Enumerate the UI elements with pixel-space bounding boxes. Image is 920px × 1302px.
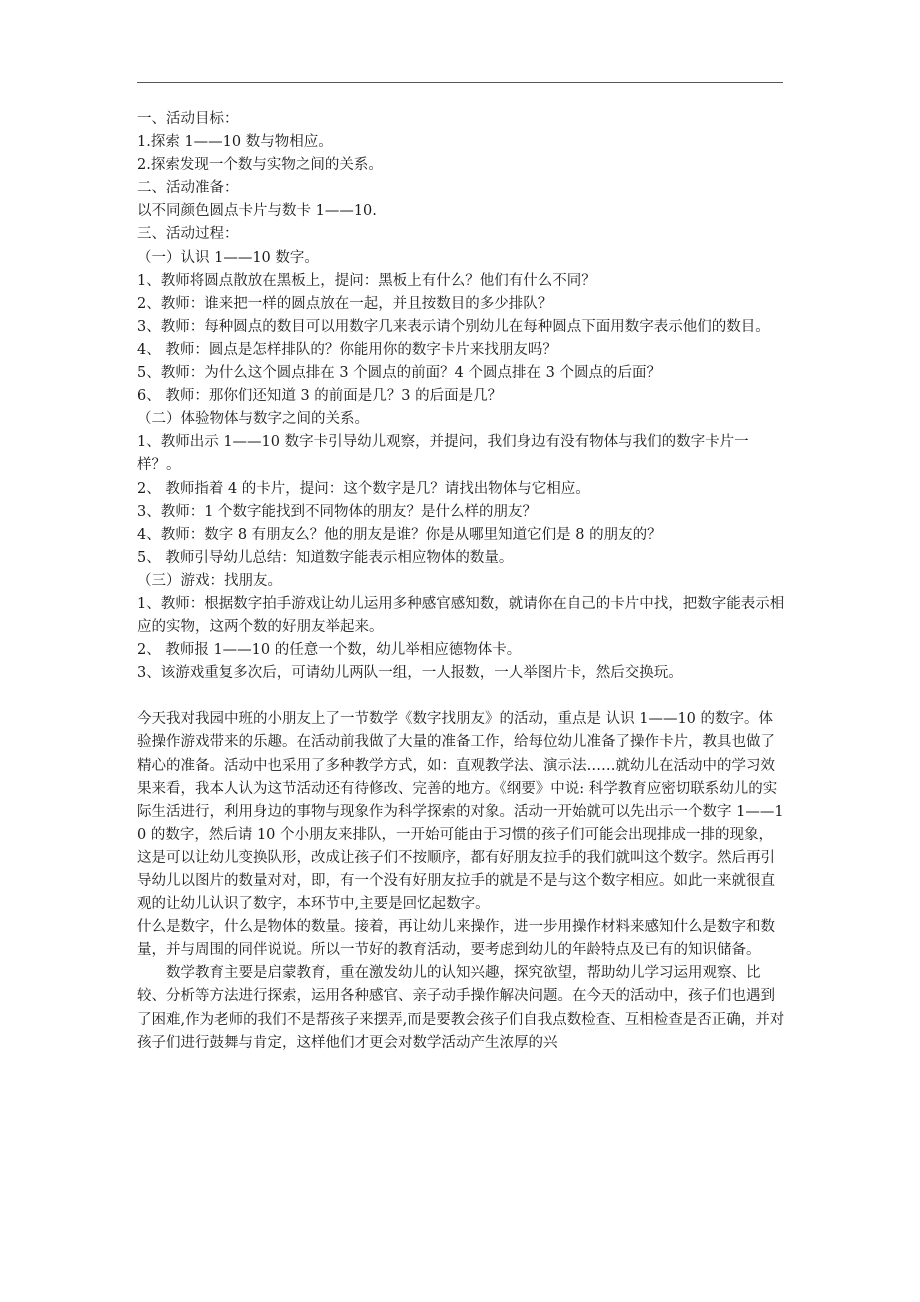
subsection-title: （一）认识 1——10 数字。 <box>137 249 319 266</box>
step-item: 1、教师将圆点散放在黑板上，提问：黑板上有什么？他们有什么不同？ <box>137 272 596 289</box>
step-item: 1、教师出示 1——10 数字卡引导幼儿观察，并提问，我们身边有没有物体与我们的数字卡片一样？。 <box>137 434 749 474</box>
step-item: 4、教师：数字 8 有朋友么？他的朋友是谁？你是从哪里知道它们是 8 的朋友的？ <box>137 526 662 543</box>
document-body <box>137 108 787 1055</box>
prep-text: 以不同颜色圆点卡片与数卡 1——10. <box>137 203 377 220</box>
step-item: 6、 教师：那你们还知道 3 的前面是几？3 的后面是几？ <box>137 388 503 405</box>
step-item: 3、教师：1 个数字能找到不同物体的朋友？是什么样的朋友？ <box>137 503 538 520</box>
subsection-title: （二）体验物体与数字之间的关系。 <box>137 411 369 428</box>
step-item: 2、 教师报 1——10 的任意一个数，幼儿举相应德物体卡。 <box>137 642 522 659</box>
step-item: 5、教师：为什么这个圆点排在 3 个圆点的前面？4 个圆点排在 3 个圆点的后面？ <box>137 365 661 382</box>
step-item: 4、 教师：圆点是怎样排队的？你能用你的数字卡片来找朋友吗？ <box>137 341 557 358</box>
reflection-paragraph: 什么是数字，什么是物体的数量。接着，再让幼儿来操作，进一步用操作材料来感知什么是数字和数量，并与周围的同伴说说。所以一节好的教育活动，要考虑到幼儿的年龄特点及已有的知识储备。 <box>137 919 775 959</box>
section-heading-prep: 二、活动准备： <box>137 180 239 197</box>
subsection-title: （三）游戏：找朋友。 <box>137 572 282 589</box>
paragraph-gap <box>137 685 787 708</box>
step-item: 2、教师：谁来把一样的圆点放在一起，并且按数目的多少排队？ <box>137 295 553 312</box>
step-item: 3、该游戏重复多次后，可请幼儿两队一组，一人报数，一人举图片卡，然后交换玩。 <box>137 665 683 682</box>
goal-item: 2.探索发现一个数与实物之间的关系。 <box>137 157 383 174</box>
step-item: 1、教师：根据数字拍手游戏让幼儿运用多种感官感知数，就请你在自己的卡片中找，把数字能表示相应的实物，这两个数的好朋友举起来。 <box>137 595 785 636</box>
section-heading-goals: 一、活动目标： <box>137 111 239 127</box>
reflection-paragraph: 今天我对我园中班的小朋友上了一节数学《数字找朋友》的活动，重点是 认识 1——10 的数字。体验操作游戏带来的乐趣。在活动前我做了大量的准备工作，给每位幼儿准备了操作卡片，教具也做了精心的准备。活动中也采用了多种教学方式，如：直观教学法、演示法……就幼儿在活动中的学习效果来看，我本人认为这节活动还有待修改、完善的地方。《纲要》中说: 科学教育应密切联系幼儿的实际生活进行，利用身边的事物与现象作为科学探索的对象。活动一开始就可以先出示一个数字 1——10 的数字，然后请 10 个小朋友来排队，一开始可能由于习惯的孩子们可能会出现排成一排的现象，这是可以让幼儿变换队形，改成让孩子们不按顺序，都有好朋友拉手的我们就叫这个数字。然后再引导幼儿以图片的数量对对，即，有一个没有好朋友拉手的就是不是与这个数字相应。如此一来就很直观的让幼儿认识了数字，本环节中,主要是回忆起数字。 <box>137 711 784 913</box>
section-heading-process: 三、活动过程： <box>137 226 239 243</box>
reflection-paragraph: 数学教育主要是启蒙教育，重在激发幼儿的认知兴趣，探究欲望，帮助幼儿学习运用观察、比较、分析等方法进行探索，运用各种感官、亲子动手操作解决问题。在今天的活动中，孩子们也遇到了困难,作为老师的我们不是帮孩子来摆弄,而是要教会孩子们自我点数检查、互相检查是否正确，并对孩子们进行鼓舞与肯定，这样他们才更会对数学活动产生浓厚的兴 <box>137 965 785 1051</box>
step-item: 2、 教师指着 4 的卡片，提问：这个数字是几？请找出物体与它相应。 <box>137 480 590 497</box>
header-rule <box>137 82 783 83</box>
step-item: 5、 教师引导幼儿总结：知道数字能表示相应物体的数量。 <box>137 549 514 566</box>
step-item: 3、教师：每种圆点的数目可以用数字几来表示请个别幼儿在每种圆点下面用数字表示他们的数目。 <box>137 318 770 335</box>
goal-item: 1.探索 1——10 数与物相应。 <box>137 134 333 151</box>
